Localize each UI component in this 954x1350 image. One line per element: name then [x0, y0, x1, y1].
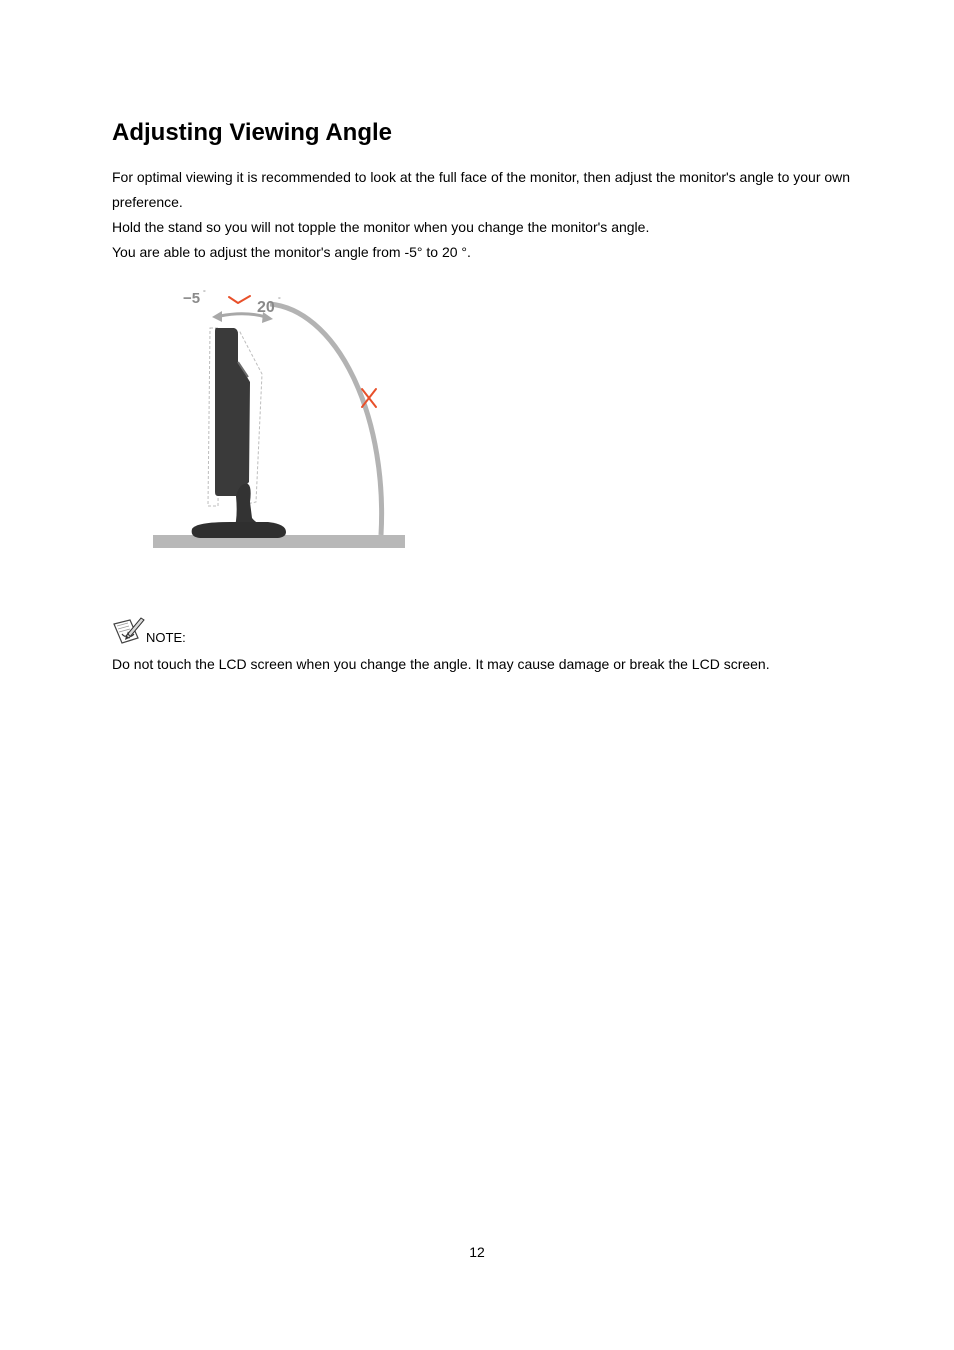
monitor-panel — [215, 328, 250, 496]
checkmark-icon — [229, 296, 250, 303]
max-angle-degree: ° — [278, 297, 281, 304]
note-label: NOTE: — [146, 630, 186, 645]
viewing-angle-figure — [140, 282, 420, 554]
min-angle-degree: ° — [203, 290, 206, 297]
note-text: Do not touch the LCD screen when you change the angle. It may cause damage or break the LCD screen. — [112, 656, 770, 672]
paragraph-angle-range: You are able to adjust the monitor's angle from -5° to 20 °. — [112, 244, 471, 260]
stand-base — [192, 522, 286, 538]
page-title: Adjusting Viewing Angle — [112, 119, 393, 146]
paragraph-hold-stand: Hold the stand so you will not topple the monitor when you change the monitor's angle. — [112, 219, 650, 235]
paragraph-optimal-viewing: For optimal viewing it is recommended to look at the full face of the monitor, then adjust the monitor's angle to your own preference. — [112, 169, 851, 210]
double-arrow-icon — [212, 311, 273, 323]
note-heading — [112, 616, 186, 646]
min-angle-label: −5 — [183, 290, 201, 307]
page-number: 12 — [469, 1244, 485, 1260]
tilt-limit-arc — [270, 304, 382, 535]
max-angle-label: 20 — [257, 299, 275, 316]
viewing-angle-illustration — [140, 282, 420, 554]
note-pencil-icon — [112, 616, 146, 646]
